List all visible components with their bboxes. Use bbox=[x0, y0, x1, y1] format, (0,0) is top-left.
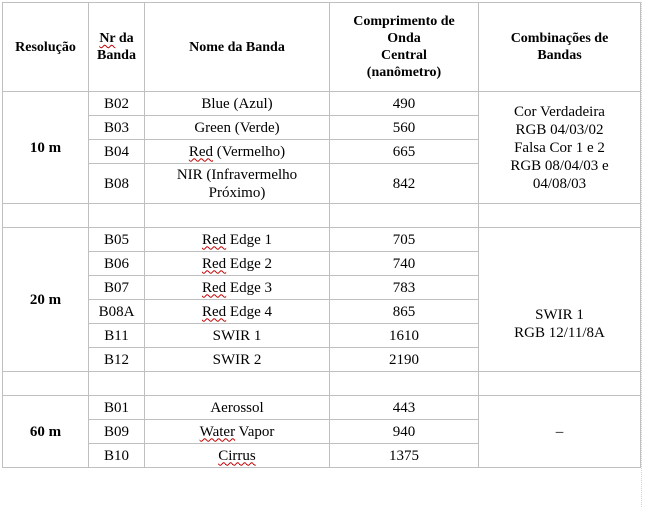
band-number-cell: B12 bbox=[89, 348, 145, 372]
band-number-cell: B04 bbox=[89, 140, 145, 164]
wavelength-cell: 783 bbox=[330, 276, 479, 300]
band-name-cell bbox=[145, 252, 330, 276]
band-number-cell: B03 bbox=[89, 116, 145, 140]
wavelength-cell: 490 bbox=[330, 92, 479, 116]
header-band-number bbox=[89, 3, 145, 92]
band-number-cell: B02 bbox=[89, 92, 145, 116]
combination-line: RGB 04/03/02 bbox=[515, 121, 604, 138]
resolution-cell: 20 m bbox=[3, 228, 89, 372]
combinations-cell bbox=[479, 92, 641, 204]
band-name-spellcheck-word: Red bbox=[202, 231, 227, 248]
band-name-spellcheck-word: Water bbox=[199, 423, 236, 440]
combination-line: Falsa Cor 1 e 2 bbox=[514, 139, 605, 156]
table-row bbox=[3, 92, 641, 116]
header-band-number-banda: Banda bbox=[97, 48, 136, 63]
band-name-cell: Aerossol bbox=[145, 396, 330, 420]
wavelength-cell: 2190 bbox=[330, 348, 479, 372]
wavelength-cell: 865 bbox=[330, 300, 479, 324]
band-name-cell bbox=[145, 228, 330, 252]
page-edge-marker bbox=[641, 2, 643, 507]
band-name-cell bbox=[145, 276, 330, 300]
band-name-cell bbox=[145, 140, 330, 164]
resolution-cell: 10 m bbox=[3, 92, 89, 204]
band-name-rest: Edge 3 bbox=[226, 279, 272, 296]
combination-line: RGB 12/11/8A bbox=[514, 324, 605, 341]
spacer-row bbox=[3, 204, 641, 228]
header-combinations-line-2: Bandas bbox=[537, 48, 582, 63]
header-wavelength-line-2: Onda bbox=[387, 31, 421, 46]
band-name-cell bbox=[145, 420, 330, 444]
wavelength-cell: 1610 bbox=[330, 324, 479, 348]
header-wavelength-line-3: Central bbox=[381, 48, 427, 63]
band-name-spellcheck-word: Red bbox=[202, 255, 227, 272]
header-wavelength-line-1: Comprimento de bbox=[353, 14, 455, 29]
wavelength-cell: 443 bbox=[330, 396, 479, 420]
band-name-cell bbox=[145, 444, 330, 468]
table-row bbox=[3, 396, 641, 420]
band-number-cell: B10 bbox=[89, 444, 145, 468]
wavelength-cell: 665 bbox=[330, 140, 479, 164]
table-row bbox=[3, 228, 641, 252]
spacer-row bbox=[3, 372, 641, 396]
band-name-cell: Green (Verde) bbox=[145, 116, 330, 140]
band-name-cell: SWIR 2 bbox=[145, 348, 330, 372]
band-name-cell: SWIR 1 bbox=[145, 324, 330, 348]
header-band-number-nr: Nr bbox=[99, 31, 116, 46]
band-name-spellcheck-word: Red bbox=[202, 279, 227, 296]
combination-line: 04/08/03 bbox=[532, 175, 587, 192]
header-band-name: Nome da Banda bbox=[145, 3, 330, 92]
band-name-rest: (Vermelho) bbox=[213, 143, 286, 160]
wavelength-cell: 560 bbox=[330, 116, 479, 140]
band-name-rest: Edge 1 bbox=[226, 231, 272, 248]
wavelength-cell: 740 bbox=[330, 252, 479, 276]
band-number-cell: B01 bbox=[89, 396, 145, 420]
band-number-cell: B05 bbox=[89, 228, 145, 252]
resolution-cell: 60 m bbox=[3, 396, 89, 468]
header-resolution: Resolução bbox=[3, 3, 89, 92]
combination-line: SWIR 1 bbox=[535, 306, 584, 323]
header-combinations-line-1: Combinações de bbox=[510, 31, 609, 46]
band-name-rest: Edge 2 bbox=[226, 255, 272, 272]
header-wavelength bbox=[330, 3, 479, 92]
band-name-cell: Blue (Azul) bbox=[145, 92, 330, 116]
band-number-cell: B07 bbox=[89, 276, 145, 300]
band-name-spellcheck-word: Cirrus bbox=[218, 447, 256, 464]
sentinel-bands-table bbox=[2, 2, 641, 468]
band-name-spellcheck-word: Red bbox=[202, 303, 227, 320]
band-number-cell: B06 bbox=[89, 252, 145, 276]
combination-line: RGB 08/04/03 e bbox=[510, 157, 609, 174]
band-number-cell: B11 bbox=[89, 324, 145, 348]
combination-line: Cor Verdadeira bbox=[514, 103, 605, 120]
combinations-cell bbox=[479, 228, 641, 372]
wavelength-cell: 1375 bbox=[330, 444, 479, 468]
header-wavelength-line-4: (nanômetro) bbox=[366, 65, 442, 80]
band-number-cell: B08 bbox=[89, 164, 145, 204]
wavelength-cell: 940 bbox=[330, 420, 479, 444]
header-band-number-da: da bbox=[115, 31, 134, 46]
wavelength-cell: 705 bbox=[330, 228, 479, 252]
band-number-cell: B08A bbox=[89, 300, 145, 324]
band-name-rest: Edge 4 bbox=[226, 303, 272, 320]
wavelength-cell: 842 bbox=[330, 164, 479, 204]
band-name-spellcheck-word: Red bbox=[188, 143, 214, 160]
combinations-cell: – bbox=[479, 396, 641, 468]
band-name-cell: NIR (Infravermelho Próximo) bbox=[145, 164, 330, 204]
header-combinations bbox=[479, 3, 641, 92]
band-name-rest: Vapor bbox=[235, 423, 275, 440]
band-number-cell: B09 bbox=[89, 420, 145, 444]
header-row bbox=[3, 3, 641, 92]
band-name-cell bbox=[145, 300, 330, 324]
